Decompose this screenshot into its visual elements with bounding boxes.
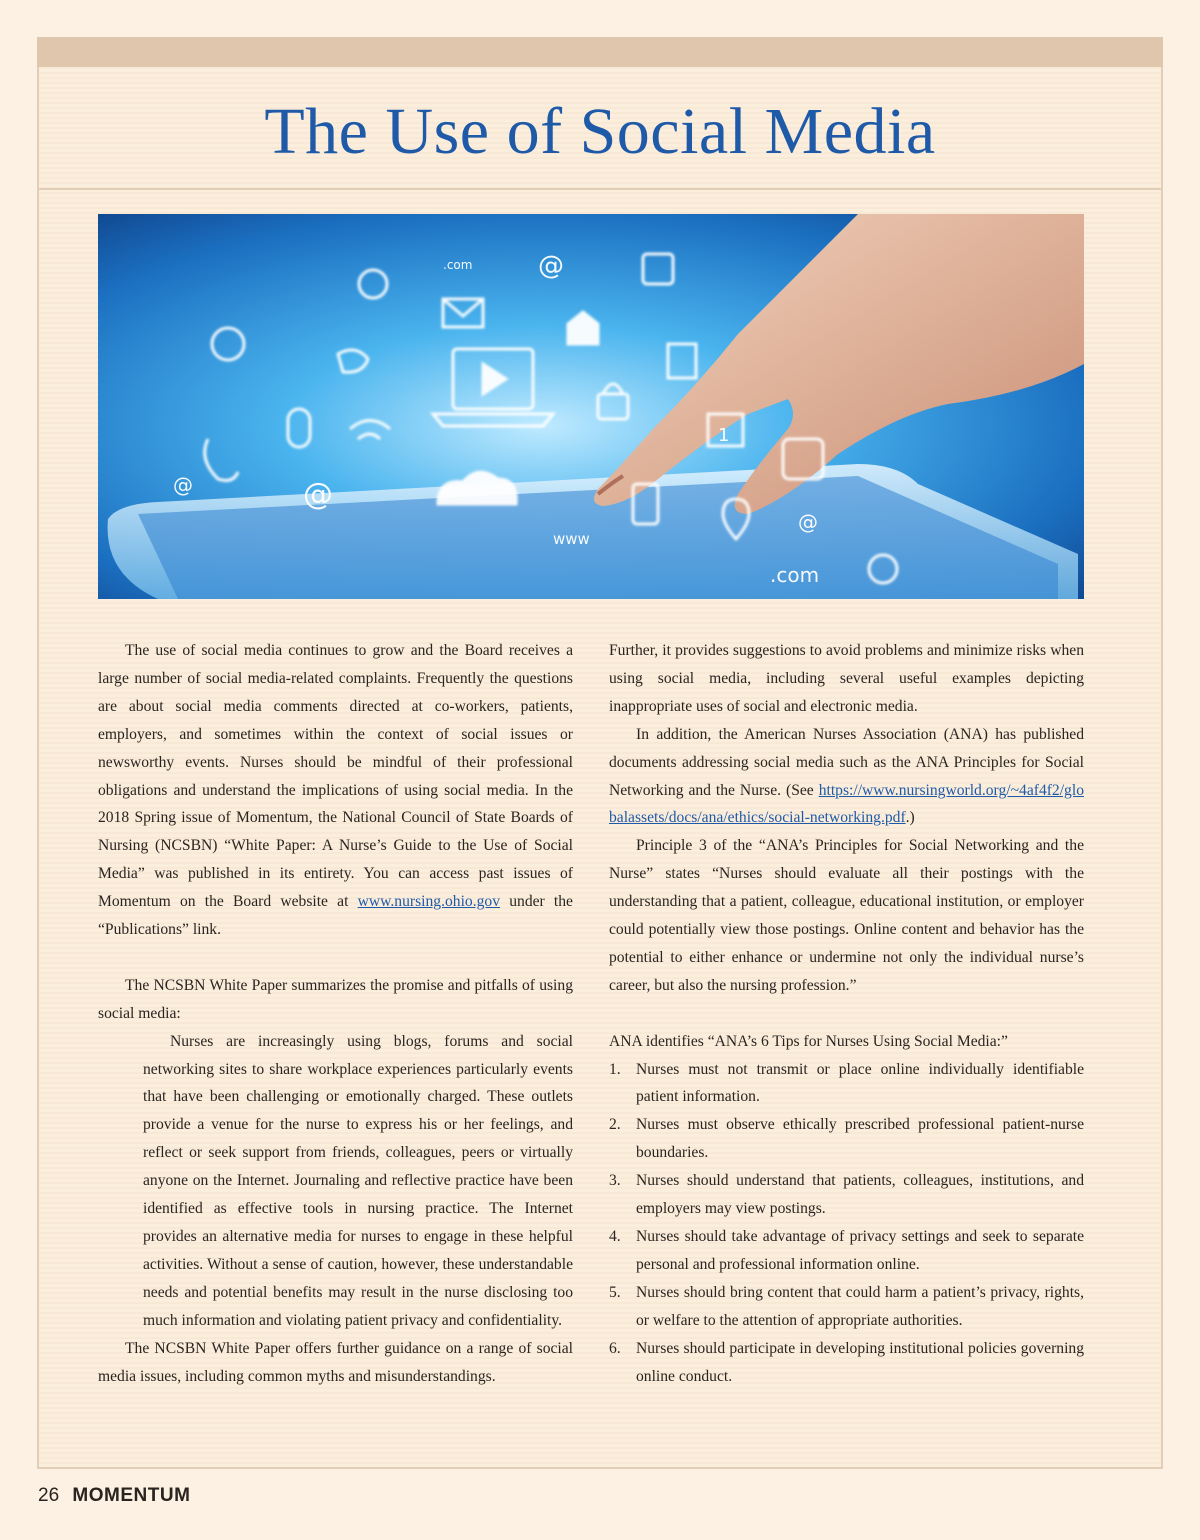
hero-label-com-1: .com <box>443 258 473 272</box>
list-item: 2. Nurses must observe ethically prescribed professional patient-nurse boundaries. <box>609 1116 1084 1162</box>
hero-label-at-1: @ <box>538 251 564 281</box>
list-item: 6. Nurses should participate in developing institutional policies governing online conduct. <box>609 1339 1084 1385</box>
ana-pdf-link[interactable]: https://www.nursingworld.org/~4af4f2/globalassets/docs/ana/ethics/social-networking.pdf <box>609 781 1084 827</box>
list-item: 5. Nurses should bring content that could harm a patient’s privacy, rights, or welfare to the attention of appropriate authorities. <box>609 1283 1084 1329</box>
list-item: 3. Nurses should understand that patients, colleagues, institutions, and employers may view postings. <box>609 1172 1084 1218</box>
nursing-ohio-link[interactable]: www.nursing.ohio.gov <box>357 893 501 911</box>
left-column <box>98 637 573 1390</box>
intro-paragraph: The use of social media continues to grow and the Board receives a large number of social media-related complaints. Frequently the questions are about social media comments directed at co-workers, patients, employers, and sometimes within the context of social issues or newsworthy events. Nurses should be mindful of their professional obligations and understand the implications of using social media. In the 2018 Spring issue of Momentum, the National Council of State Boards of Nursing (NCSBN) “White Paper: A Nurse’s Guide to the Use of Social Media” was published in its entirety. You can access past issues of Momentum on the Board website at www.nursing.ohio.gov under the “Publications” link. <box>98 642 573 939</box>
hero-label-www: www <box>553 530 590 548</box>
suggestions-paragraph: Further, it provides suggestions to avoid problems and minimize risks when using social media, including several useful examples depicting inappropriate uses of social and electronic media. <box>609 642 1084 715</box>
ana-paragraph: In addition, the American Nurses Association (ANA) has published documents addressing social media such as the ANA Principles for Social Networking and the Nurse. (See https://www.nursingworld.org/~4af4f2/globalassets/docs/ana/ethics/social-networking.pdf.) <box>609 725 1084 827</box>
page-title: The Use of Social Media <box>264 95 936 168</box>
magazine-name: MOMENTUM <box>72 1485 191 1506</box>
principle-3-paragraph: Principle 3 of the “ANA’s Principles for Social Networking and the Nurse” states “Nurses should evaluate all their postings with the understanding that a patient, colleague, educational institution, or employer could potentially view those postings. Online content and behavior has the potential to either enhance or undermine not only the individual nurse’s career, but also the nursing profession.” <box>609 837 1084 994</box>
hero-label-com-2: .com <box>770 563 820 587</box>
title-divider <box>39 188 1161 190</box>
header-bar <box>37 37 1163 67</box>
tips-list <box>609 1056 1084 1391</box>
white-paper-guidance: The NCSBN White Paper offers further guidance on a range of social media issues, including common myths and misunderstandings. <box>98 1339 573 1385</box>
list-item: 4. Nurses should take advantage of privacy settings and seek to separate personal and professional information online. <box>609 1228 1084 1273</box>
hero-label-calendar-day: 1 <box>718 425 730 446</box>
page-number: 26 <box>38 1485 60 1506</box>
hero-label-at-4: @ <box>798 510 818 534</box>
white-paper-quote: Nurses are increasingly using blogs, forums and social networking sites to share workplace experiences particularly events that have been challenging or emotionally charged. These outlets provide a venue for the nurse to express his or her feelings, and reflect or seek support from friends, colleagues, peers or virtually anyone on the Internet. Journaling and reflective practice have been identified as effective tools in nursing practice. The Internet provides an alternative media for nurses to engage in these helpful activities. Without a sense of caution, however, these understandable needs and potential benefits may result in the nurse disclosing too much information and violating patient privacy and confidentiality. <box>143 1032 573 1329</box>
hero-label-at-3: @ <box>173 473 193 497</box>
hero-label-at-2: @ <box>303 477 333 512</box>
list-item: 1. Nurses must not transmit or place online individually identifiable patient information. <box>609 1060 1084 1106</box>
hero-image <box>98 214 1084 599</box>
page-footer <box>38 1484 190 1508</box>
white-paper-summary: The NCSBN White Paper summarizes the promise and pitfalls of using social media: <box>98 976 573 1022</box>
tips-intro: ANA identifies “ANA’s 6 Tips for Nurses Using Social Media:” <box>609 1032 1008 1050</box>
right-column <box>609 637 1084 1390</box>
